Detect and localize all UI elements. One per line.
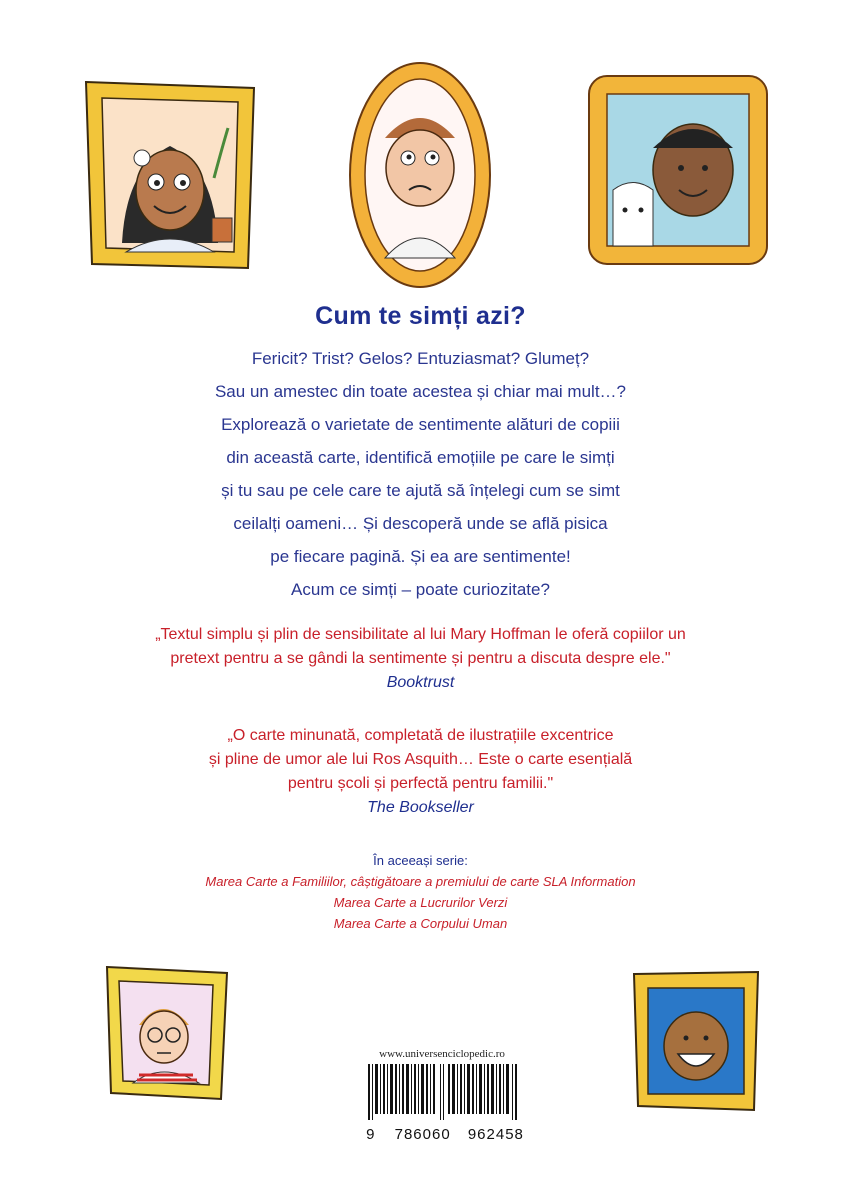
publisher-website[interactable]: www.universenciclopedic.ro — [379, 1048, 505, 1060]
isbn-group-2: 962458 — [467, 1126, 524, 1143]
series-book-title: Marea Carte a Familiilor — [205, 874, 344, 889]
page-title: Cum te simți azi? — [315, 302, 526, 330]
quote-line: și pline de umor ale lui Ros Asquith… Este o carte esențială — [208, 751, 633, 768]
blurb-line: și tu sau pe cele care te ajută să înțelegi cum se simt — [221, 481, 620, 500]
series-item: Marea Carte a Corpului Uman — [333, 916, 508, 931]
quote-source: Booktrust — [386, 674, 455, 691]
portrait-baby-illustration — [630, 968, 762, 1114]
series-item — [0, 871, 841, 892]
blurb-line: pe fiecare pagină. Și ea are sentimente! — [270, 547, 571, 566]
blurb-line: din această carte, identifică emoțiile pe care le simți — [226, 448, 615, 467]
blurb-line: Sau un amestec din toate acestea și chiar mai mult…? — [214, 382, 627, 401]
series-book-note: , câștigătoare a premiului de carte SLA Information — [343, 874, 636, 889]
portrait-boy-glasses-illustration — [103, 963, 231, 1103]
portrait-boy-worried-illustration — [345, 58, 495, 293]
portrait-girl-illustration — [82, 78, 260, 273]
isbn-group-1: 786060 — [394, 1126, 451, 1143]
blurb-text — [0, 342, 841, 606]
quote-booktrust — [0, 623, 841, 695]
blurb-line: Acum ce simți – poate curiozitate? — [291, 580, 550, 599]
quote-line: pretext pentru a se gândi la sentimente și pentru a discuta despre ele." — [170, 650, 671, 667]
quote-line: „Textul simplu și plin de sensibilitate al lui Mary Hoffman le oferă copiilor un — [155, 626, 686, 643]
blurb-line: Explorează o varietate de sentimente alături de copiii — [221, 415, 620, 434]
isbn-first-digit: 9 — [366, 1126, 376, 1143]
series-list — [0, 850, 841, 934]
blurb-line: Fericit? Trist? Gelos? Entuziasmat? Glumeț? — [251, 349, 590, 368]
quote-line: pentru școli și perfectă pentru familii." — [287, 775, 554, 792]
quote-source: The Bookseller — [367, 799, 474, 816]
blurb-line: ceilalți oameni… Și descoperă unde se află pisica — [233, 514, 608, 533]
portrait-boy-cat-illustration — [583, 70, 773, 270]
series-item: Marea Carte a Lucrurilor Verzi — [333, 895, 508, 910]
quote-bookseller — [0, 724, 841, 820]
quote-line: „O carte minunată, completată de ilustrațiile excentrice — [227, 727, 614, 744]
barcode — [368, 1064, 518, 1120]
isbn-number — [350, 1126, 540, 1143]
series-heading: În aceeași serie: — [373, 853, 468, 868]
